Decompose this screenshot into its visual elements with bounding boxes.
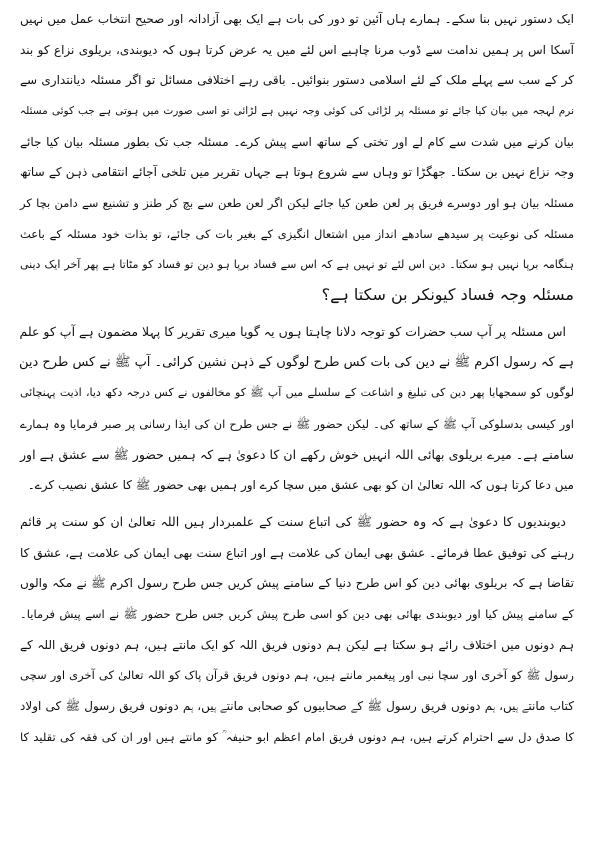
- text-line: ہنگامہ برپا نہیں ہو سکتا۔ دین اس لئے تو نہیں ہے کہ اس سے فساد برپا ہو دین تو فساد کو مٹاتا ہے پھر آخر ایک دینی: [20, 257, 574, 271]
- paragraph-1: [18, 4, 576, 311]
- paragraph-2: [18, 317, 576, 501]
- text-line: دیوبندیوں کا دعویٰ ہے کہ وہ حضور ﷺ کی اتباع سنت کے علمبردار ہیں اللہ تعالیٰ ان کو سنت پر قائم: [20, 514, 566, 529]
- text-line: اس مسئلہ پر آپ سب حضرات کو توجہ دلانا چاہتا ہوں یہ گویا میری تقریر کا پہلا مضمون ہے آپ کو علم: [19, 323, 566, 339]
- document-page: [18, 4, 576, 845]
- text-line: رہنے کی توفیق عطا فرمائے۔ عشق بھی ایمان کی علامت ہے اور اتباع سنت بھی ایمان کی علامت ہے، عشق کا: [20, 545, 574, 560]
- text-line: آسکا اس پر ہمیں ندامت سے ڈوب مرنا چاہیے اس لئے میں یہ عرض کرتا ہوں کہ دیوبندی، بریلوی نزاع کو بند: [20, 42, 574, 57]
- text-line: کتاب مانتے ہیں، ہم دونوں فریق رسول ﷺ کے صحابیوں کو صحابی مانتے ہیں، ہم دونوں فریق رسول ﷺ کی اولاد: [20, 699, 574, 714]
- text-line: بیان کرنے میں شدت سے کام لے اور تختی کے ساتھ اسے پیش کرے۔ مسئلہ جب تک بطور مسئلہ بیان کیا جائے: [20, 134, 574, 149]
- text-line: نرم لہجہ میں بیان کیا جائے تو مسئلہ پر لڑائی کی کوئی وجہ نہیں ہے لڑائی تو اسی صورت میں ہوتی ہے جب کوئی مسئلہ: [20, 105, 574, 118]
- text-line: اور کیسی بدسلوکی آپ ﷺ کے ساتھ کی۔ لیکن حضور ﷺ نے جس طرح ان کی ایذا رسانی پر صبر فرمایا وہ ہمارے: [20, 416, 574, 431]
- text-line: کر کے سب سے پہلے ملک کے لئے اسلامی دستور بنوائیں۔ باقی رہے اختلافی مسائل تو اگر مسئلہ دیانتداری سے: [20, 73, 574, 88]
- text-line: ہے کہ رسول اکرم ﷺ نے دین کی بات کس طرح لوگوں کے ذہن نشین کرائی۔ آپ ﷺ نے کس طرح دین: [18, 354, 574, 370]
- text-line: ایک دستور نہیں بنا سکے۔ ہمارے ہاں آئین تو دور کی بات ہے ایک بھی آزادانہ اور صحیح انتخاب عمل میں نہیں: [20, 12, 574, 26]
- text-line: ہم دونوں میں اختلاف رائے ہو سکتا ہے لیکن ہم دونوں فریق اللہ کو ایک مانتے ہیں، ہم دونوں فریق اللہ کے: [20, 637, 574, 652]
- paragraph-3: [18, 507, 576, 753]
- text-line: مسئلہ بیان ہو اور دوسرے فریق پر لعن طعن کیا جائے لیکن اگر لعن طعن سے بچ کر طنز و تشنیع سے دامن بچا کر: [20, 196, 574, 211]
- text-line: وجہ نزاع نہیں بن سکتا۔ جھگڑا تو وہاں سے شروع ہوتا ہے جہاں تقریر میں تلخی آجائے انتقامی ذہن کے ساتھ: [20, 165, 574, 180]
- text-line: لوگوں کو سمجھایا پھر دین کی تبلیغ و اشاعت کے سلسلے میں آپ ﷺ کو مخالفوں نے کس درجہ دکھ دیا، اذیت پہنچائی: [20, 386, 574, 400]
- text-line: میں دعا کرتا ہوں کہ اللہ تعالیٰ ان کو بھی عشق میں سچا کرے اور ہمیں بھی حضور ﷺ کا عشق نصیب کرے۔: [27, 478, 574, 493]
- text-line: رسول ﷺ کو آخری اور سچا نبی اور پیغمبر مانتے ہیں، ہم دونوں فریق قرآن پاک کو اللہ تعالیٰ کی آخری اور سچی: [20, 668, 574, 683]
- text-line: کے سامنے پیش کیا اور دیوبندی بھائی بھی دین کو اسی طرح پیش کریں جس طرح حضور ﷺ نے اسے پیش فرمایا۔: [20, 607, 574, 622]
- text-line: کا صدق دل سے احترام کرتے ہیں، ہم دونوں فریق امام اعظم ابو حنیفہ ؒ کو مانتے ہیں اور ان کی فقہ کی تقلید کا: [20, 729, 574, 744]
- text-line: مسئلہ وجہ فساد کیونکر بن سکتا ہے؟: [321, 285, 574, 305]
- text-line: مسئلہ کی نوعیت پر سیدھے سادھے انداز میں اشتعال انگیزی کے بغیر بات کی جائے، تو بذات خود مسئلہ کے باعث: [20, 226, 574, 241]
- text-line: تقاضا ہے کہ بریلوی بھائی دین کو اس طرح دنیا کے سامنے پیش کریں جس طرح رسول اکرم ﷺ نے مکہ والوں: [20, 576, 574, 591]
- text-line: سامنے ہے۔ میرے بریلوی بھائی اللہ انہیں خوش رکھے ان کا دعویٰ ہے کہ ہمیں حضور ﷺ سے عشق ہے اور: [20, 446, 574, 462]
